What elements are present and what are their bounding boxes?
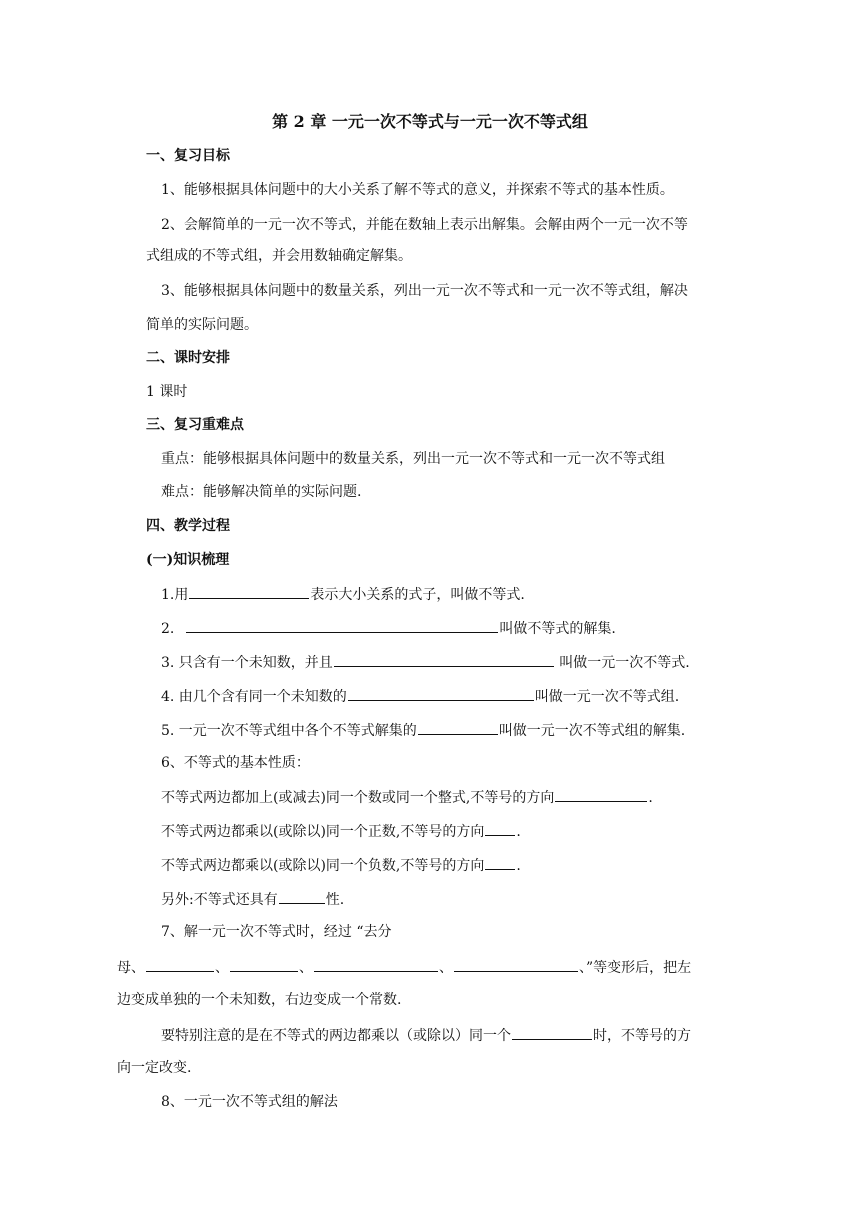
- item-3-suffix: 叫做一元一次不等式.: [554, 655, 690, 671]
- fill-blank[interactable]: [485, 854, 515, 870]
- property-2-suffix: .: [516, 824, 521, 840]
- item-1: [161, 583, 525, 605]
- property-3-suffix: .: [516, 858, 521, 874]
- fill-blank[interactable]: [189, 583, 309, 599]
- fill-blank[interactable]: [485, 820, 515, 836]
- fill-blank[interactable]: [314, 956, 438, 972]
- fill-blank[interactable]: [512, 1024, 592, 1040]
- fill-blank[interactable]: [418, 719, 498, 735]
- property-1: [161, 786, 653, 808]
- fill-blank[interactable]: [186, 617, 498, 633]
- item-2-prefix: 2.: [161, 621, 175, 637]
- item-8: 8、一元一次不等式组的解法: [161, 1094, 338, 1110]
- property-4-prefix: 另外:不等式还具有: [161, 892, 278, 908]
- key-point: 重点：能够根据具体问题中的数量关系，列出一元一次不等式和一元一次不等式组: [161, 451, 665, 467]
- difficult-point: 难点：能够解决简单的实际问题.: [161, 484, 362, 500]
- goal-1: 1、能够根据具体问题中的大小关系了解不等式的意义，并探索不等式的基本性质。: [161, 182, 674, 198]
- goal-2-line-2: 式组成的不等式组，并会用数轴确定解集。: [146, 248, 412, 264]
- goal-3-line-1: 3、能够根据具体问题中的数量关系，列出一元一次不等式和一元一次不等式组，解决: [161, 283, 688, 299]
- item-2-suffix: 叫做不等式的解集.: [499, 621, 616, 637]
- property-4-suffix: 性.: [325, 892, 345, 908]
- fill-blank[interactable]: [454, 956, 578, 972]
- property-3-prefix: 不等式两边都乘以(或除以)同一个负数,不等号的方向: [161, 858, 485, 874]
- subsection-heading: (一)知识梳理: [146, 552, 230, 568]
- item-4: [161, 685, 679, 707]
- note-prefix: 要特别注意的是在不等式的两边都乘以（或除以）同一个: [161, 1028, 511, 1044]
- item-5: [161, 719, 685, 741]
- item-7-text-2: 、: [215, 960, 229, 976]
- item-7-text-3: 、: [299, 960, 313, 976]
- item-6: 6、不等式的基本性质：: [161, 755, 310, 771]
- section-heading-process: 四、教学过程: [146, 518, 230, 534]
- document-title: 第 2 章 一元一次不等式与一元一次不等式组: [272, 112, 588, 131]
- property-2-prefix: 不等式两边都乘以(或除以)同一个正数,不等号的方向: [161, 824, 485, 840]
- note-line-1: [161, 1024, 691, 1046]
- property-1-prefix: 不等式两边都加上(或减去)同一个数或同一个整式,不等号的方向: [161, 790, 555, 806]
- item-1-prefix: 1.用: [161, 587, 189, 603]
- goal-2-line-1: 2、会解简单的一元一次不等式，并能在数轴上表示出解集。会解由两个一元一次不等: [161, 217, 688, 233]
- item-3: [161, 651, 690, 673]
- goal-3-line-2: 简单的实际问题。: [146, 317, 258, 333]
- item-5-prefix: 5. 一元一次不等式组中各个不等式解集的: [161, 723, 417, 739]
- property-1-suffix: .: [648, 790, 653, 806]
- property-3: [161, 854, 521, 876]
- item-5-suffix: 叫做一元一次不等式组的解集.: [498, 723, 686, 739]
- item-1-suffix: 表示大小关系的式子，叫做不等式.: [310, 587, 525, 603]
- fill-blank[interactable]: [230, 956, 298, 972]
- property-4: [161, 888, 344, 910]
- item-7-text-5: 、”等变形后，把左: [579, 960, 692, 976]
- fill-blank[interactable]: [555, 786, 647, 802]
- note-suffix: 时，不等号的方: [593, 1028, 691, 1044]
- item-3-prefix: 3. 只含有一个未知数，并且: [161, 655, 333, 671]
- item-7-text-1: 母、: [117, 960, 145, 976]
- item-2: [161, 617, 616, 639]
- fill-blank[interactable]: [279, 888, 325, 904]
- fill-blank[interactable]: [146, 956, 214, 972]
- item-4-prefix: 4. 由几个含有同一个未知数的: [161, 689, 347, 705]
- section-heading-schedule: 二、课时安排: [146, 350, 230, 366]
- section-heading-difficulty: 三、复习重难点: [146, 417, 244, 433]
- fill-blank[interactable]: [348, 685, 534, 701]
- note-line-2: 向一定改变.: [117, 1060, 192, 1076]
- section-heading-goals: 一、复习目标: [146, 148, 230, 164]
- item-7-line-2: [117, 956, 691, 978]
- property-2: [161, 820, 521, 842]
- fill-blank[interactable]: [334, 651, 554, 667]
- item-4-suffix: 叫做一元一次不等式组.: [534, 689, 680, 705]
- item-7-line-1: 7、解一元一次不等式时，经过 “去分: [161, 924, 392, 940]
- item-7-text-4: 、: [439, 960, 453, 976]
- schedule-text: 1 课时: [146, 384, 188, 400]
- item-7-line-3: 边变成单独的一个未知数，右边变成一个常数.: [117, 992, 402, 1008]
